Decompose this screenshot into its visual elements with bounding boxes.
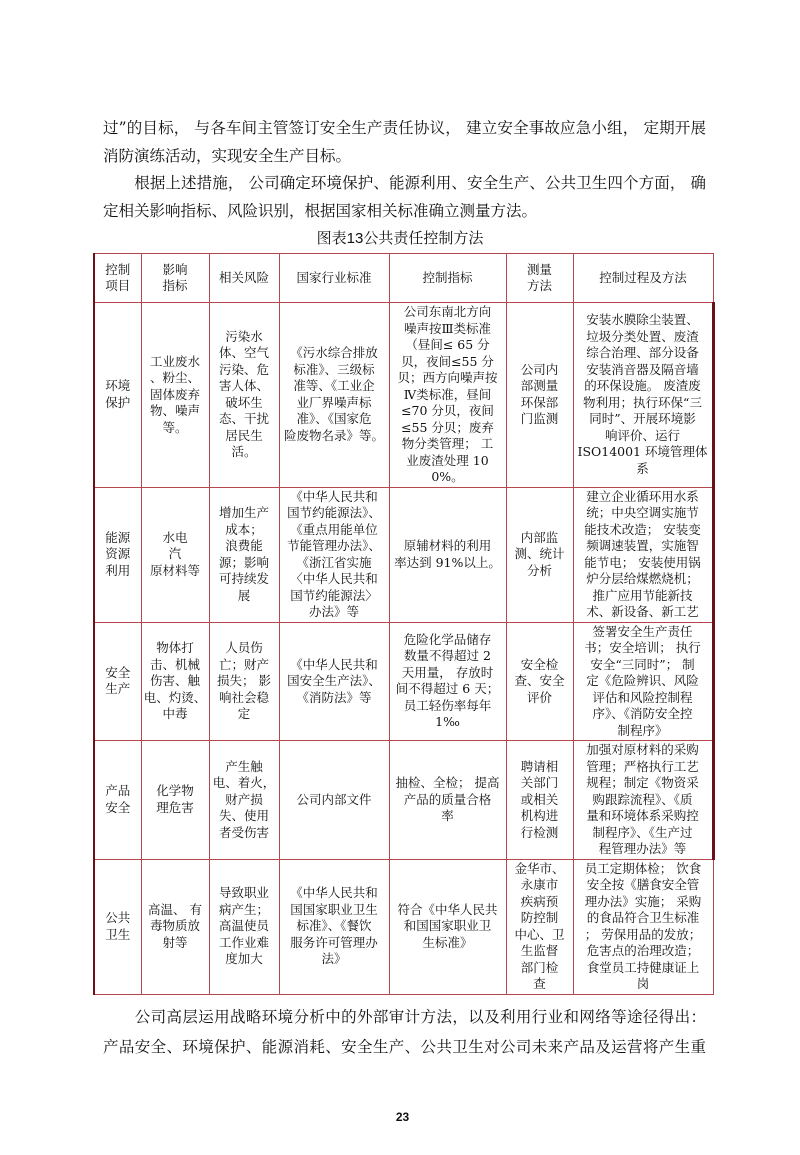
table-cell: 危险化学品储存 数量不得超过 2 天用量， 存放时 间不得超过 6 天； 员工轻伤率每年 1‰ xyxy=(389,622,506,741)
table-cell: 加强对原材料的采购 管理；严格执行工艺 规程；制定《物资采 购跟踪流程》、《质 量和环境体系采购控 制程序》、《生产过 程管理办法》等 xyxy=(573,741,713,860)
table-cell: 能源 资源 利用 xyxy=(94,487,141,622)
table-cell: 抽检、全检； 提高 产品的质量合格 率 xyxy=(389,741,506,860)
table-cell: 安全检 查、安全 评价 xyxy=(506,622,573,741)
table-cell: 导致职业 病产生； 高温使员 工作业难 度加大 xyxy=(209,859,279,994)
table-cell: 《中华人民共和 国安全生产法》、 《消防法》等 xyxy=(279,622,389,741)
table-cell: 公司内 部测量 环保部 门监测 xyxy=(506,303,573,488)
table-cell: 化学物 理危害 xyxy=(141,741,209,860)
table-cell: 增加生产 成本； 浪费能 源；影响 可持续发 展 xyxy=(209,487,279,622)
table-row xyxy=(94,487,713,622)
table-cell: 内部监 测、统计 分析 xyxy=(506,487,573,622)
body-text-line: 过”的目标， 与各车间主管签订安全生产责任协议， 建立安全事故应急小组， 定期开展 xyxy=(103,119,706,137)
body-text-line: 定相关影响指标、风险识别，根据国家相关标准确立测量方法。 xyxy=(103,202,538,220)
body-text-line: 产品安全、环境保护、能源消耗、安全生产、公共卫生对公司未来产品及运营将产生重 xyxy=(103,1037,706,1056)
table-cell: 《中华人民共和 国国家职业卫生 标准》、《餐饮 服务许可管理办 法》 xyxy=(279,859,389,994)
body-text-line: 根据上述措施， 公司确定环境保护、能源利用、安全生产、公共卫生四个方面， 确 xyxy=(103,174,706,192)
header-cell: 国家行业标准 xyxy=(279,254,389,303)
table-cell: 签署安全生产责任 书；安全培训； 执行 安全“三同时”； 制 定《危险辨识、风险 评估和风险控制程 序》、《消防安全控 制程序》 xyxy=(573,622,713,741)
table-cell: 环境 保护 xyxy=(94,303,141,488)
table-and-following-text xyxy=(93,253,733,1155)
table-cell: 公司东南北方向 噪声按Ⅲ类标准 （昼间≤ 65 分 贝，夜间≤55 分 贝；西方向噪声按 Ⅳ类标准，昼间 ≤70 分贝，夜间 ≤55 分贝；废弃 物分类管理； 工 业废渣处理 100%。 xyxy=(389,303,506,488)
body-text-line: 消防演练活动，实现安全生产目标。 xyxy=(103,147,352,165)
table-row xyxy=(94,741,713,860)
table-cell: 水电 汽 原材料等 xyxy=(141,487,209,622)
header-cell: 控制指标 xyxy=(389,254,506,303)
header-cell: 相关风险 xyxy=(209,254,279,303)
table-cell: 工业废水 、粉尘、 固体废弃 物、噪声 等。 xyxy=(141,303,209,488)
table-cell: 高温、 有 毒物质放 射等 xyxy=(141,859,209,994)
table-cell: 符合《中华人民共 和国国家职业卫 生标准》 xyxy=(389,859,506,994)
closing-paragraph xyxy=(93,1007,733,1067)
header-cell: 影响 指标 xyxy=(141,254,209,303)
table-cell: 人员伤 亡；财产 损失； 影 响社会稳 定 xyxy=(209,622,279,741)
header-cell: 测量 方法 xyxy=(506,254,573,303)
table-cell: 产生触 电、着火， 财产损 失、使用 者受伤害 xyxy=(209,741,279,860)
body-text-line: 公司高层运用战略环境分析中的外部审计方法，以及利用行业和网络等途径得出： xyxy=(103,1007,706,1026)
table-row xyxy=(94,622,713,741)
table-cell: 污染水 体、空气 污染、危 害人体、 破坏生 态、干扰 居民生 活。 xyxy=(209,303,279,488)
page-number: 23 xyxy=(395,1109,410,1124)
table-cell: 公共 卫生 xyxy=(94,859,141,994)
table-cell: 建立企业循环用水系 统；中央空调实施节 能技术改造； 安装变 频调速装置，实施智 能节电； 安装使用锅 炉分层给煤燃烧机； 推广应用节能新技 术、新设备、新工艺 xyxy=(573,487,713,622)
table-header-row xyxy=(94,254,713,303)
table-row xyxy=(94,859,713,994)
table-cell: 安装水膜除尘装置、 垃圾分类处置、废渣 综合治理、部分设备 安装消音器及隔音墙 的环保设施。 废渣废 物利用；执行环保“三 同时”、开展环境影 响评价、运行 ISO14001 环境管理体 系 xyxy=(573,303,713,488)
table-cell: 物体打 击、机械 伤害、触 电、灼烫、 中毒 xyxy=(141,622,209,741)
table-caption: 图表13公共责任控制方法 xyxy=(316,230,484,247)
table-cell: 安全 生产 xyxy=(94,622,141,741)
table-cell: 金华市、 永康市 疾病预 防控制 中心、卫 生监督 部门检 查 xyxy=(506,859,573,994)
table-cell: 公司内部文件 xyxy=(279,741,389,860)
public-responsibility-control-table xyxy=(93,253,715,995)
table-row xyxy=(94,303,713,488)
header-cell: 控制过程及方法 xyxy=(573,254,713,303)
table-cell: 聘请相 关部门 或相关 机构进 行检测 xyxy=(506,741,573,860)
table-cell: 《污水综合排放 标准》、三级标 准等、《工业企 业厂界噪声标 准》、《国家危 险废物名录》等。 xyxy=(279,303,389,488)
table-cell: 《中华人民共和 国节约能源法》、 《重点用能单位 节能管理办法》、 《浙江省实施 〈中华人民共和 国节约能源法〉 办法》等 xyxy=(279,487,389,622)
table-cell: 产品 安全 xyxy=(94,741,141,860)
header-cell: 控制 项目 xyxy=(94,254,141,303)
table-cell: 原辅材料的利用 率达到 91%以上。 xyxy=(389,487,506,622)
table-cell: 员工定期体检； 饮食 安全按《膳食安全管 理办法》实施； 采购 的食品符合卫生标准 ； 劳保用品的发放； 危害点的治理改造； 食堂员工持健康证上 岗 xyxy=(573,859,713,994)
